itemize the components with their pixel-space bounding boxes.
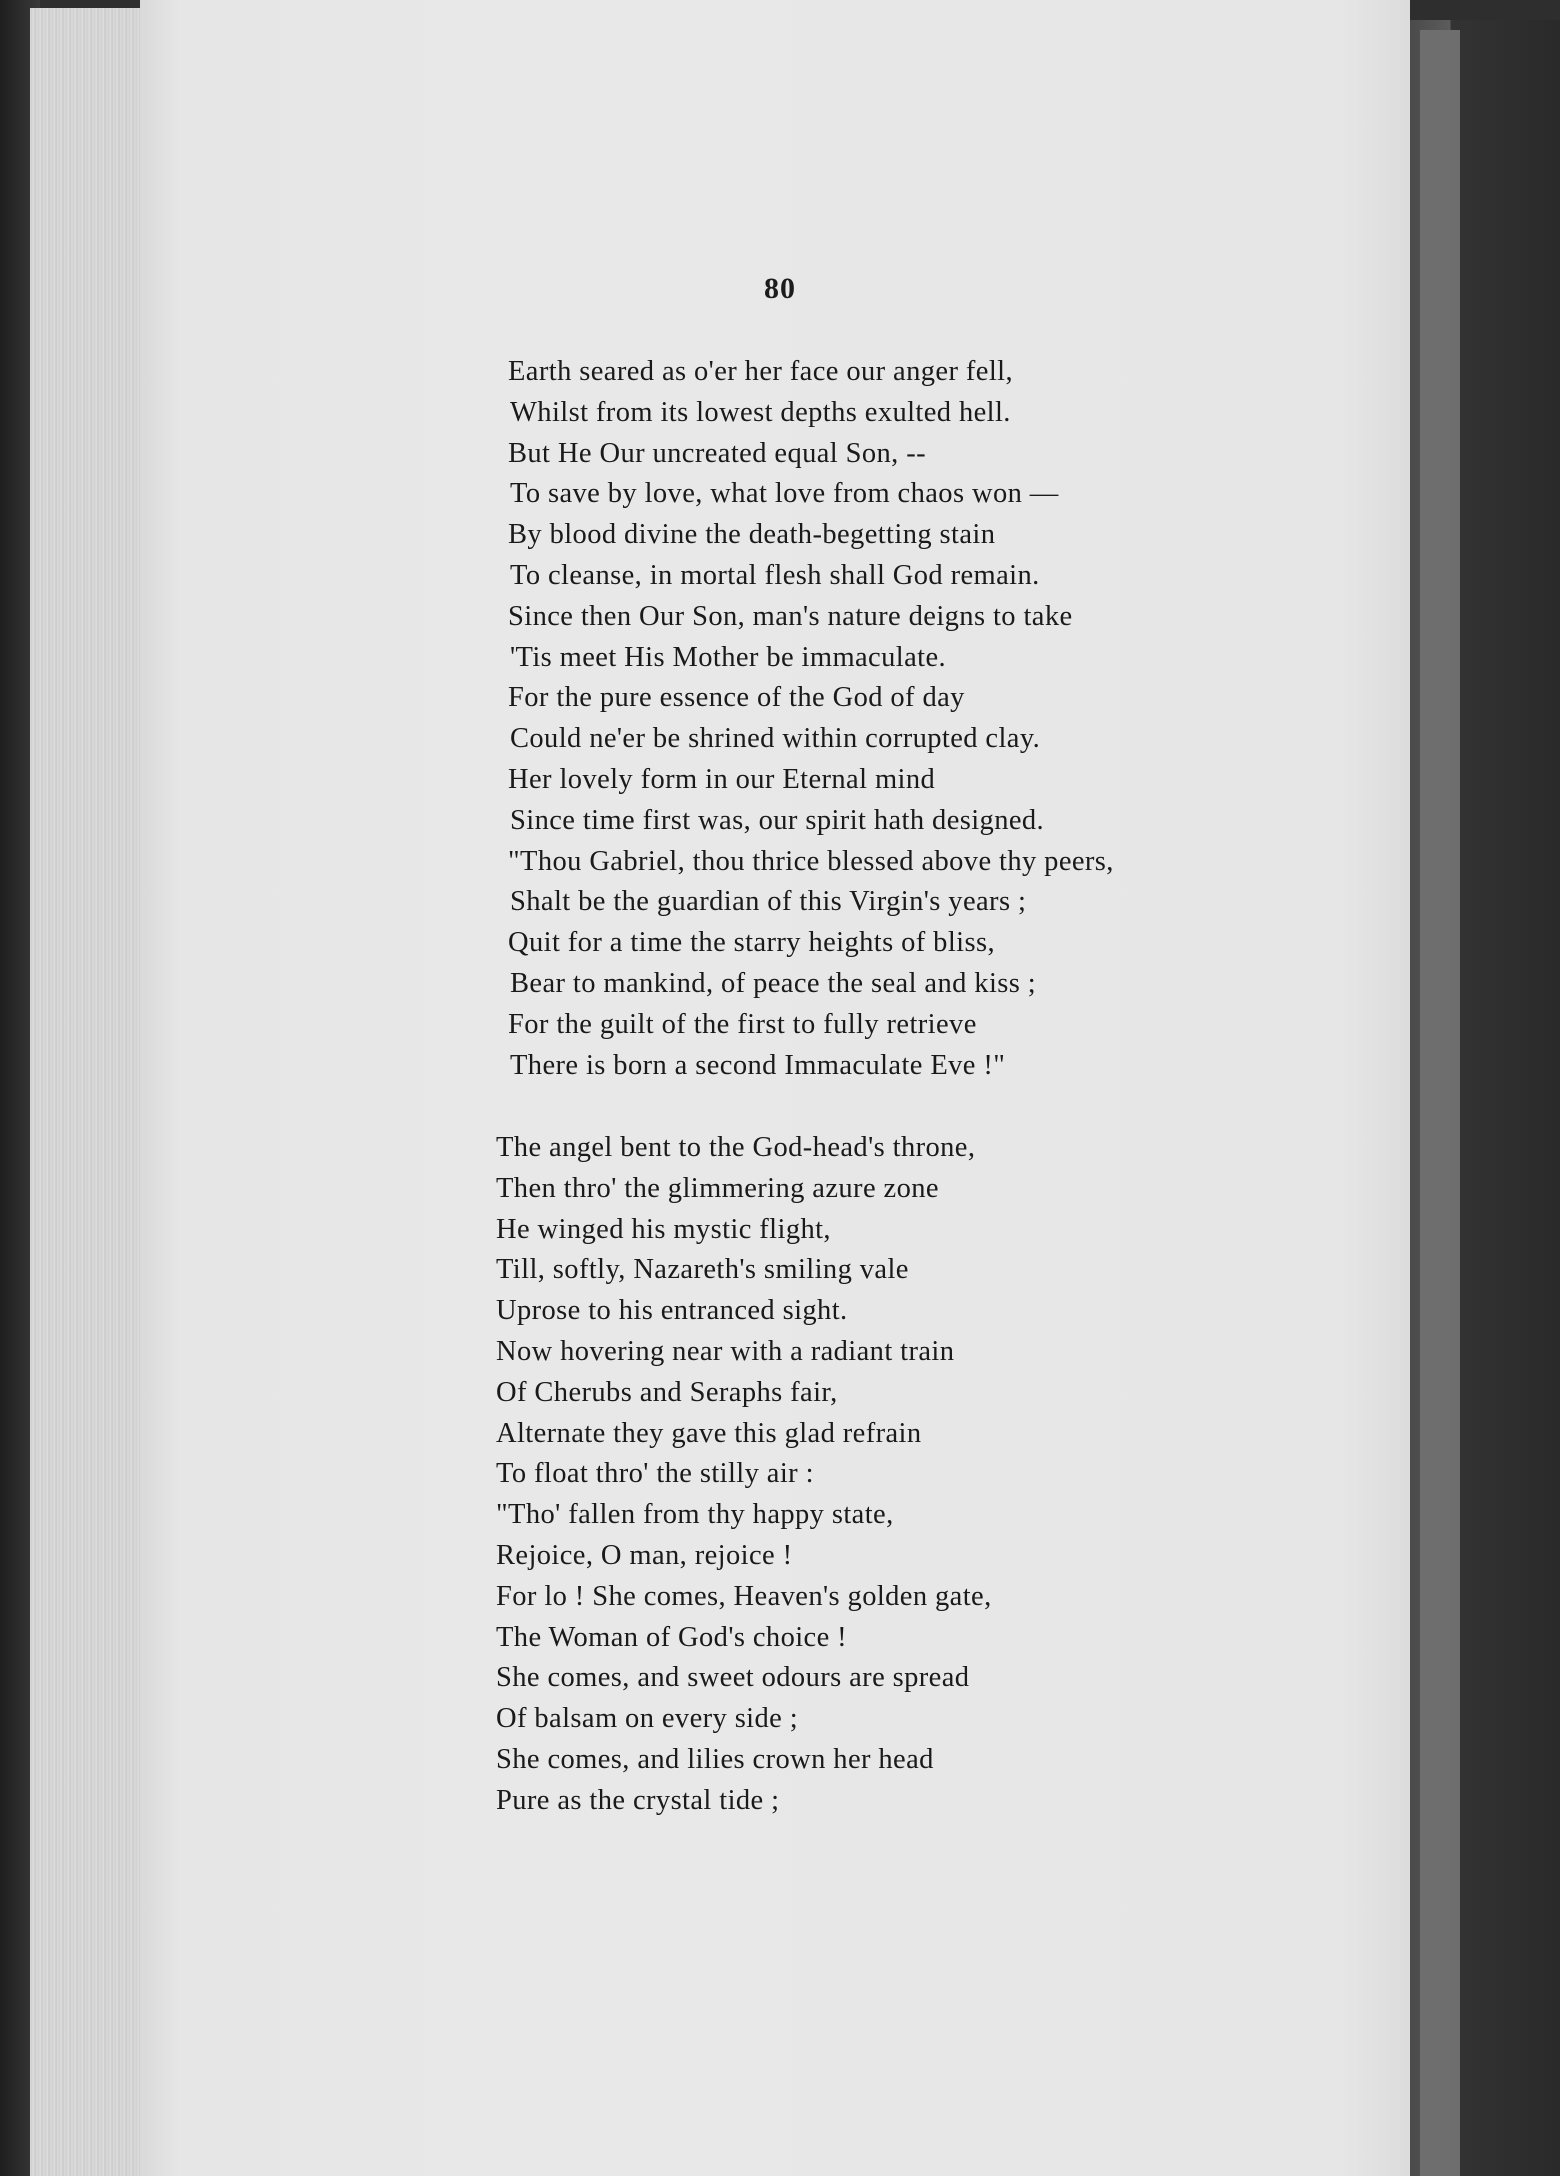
stanza-2 [496,1128,1276,1822]
page-number: 80 [764,272,796,305]
verse-line: Of balsam on every side ; [496,1703,799,1735]
verse-line: He winged his mystic flight, [496,1213,831,1245]
verse-line: Now hovering near with a radiant train [496,1335,955,1367]
verse-line: She comes, and sweet odours are spread [496,1662,970,1694]
verse-line: Her lovely form in our Eternal mind [508,763,936,795]
verse-line: The Woman of God's choice ! [496,1621,848,1653]
verse-line: Alternate they gave this glad refrain [496,1417,922,1449]
verse-line: Earth seared as o'er her face our anger fell, [508,356,1013,387]
verse-line: Pure as the crystal tide ; [496,1784,780,1816]
stanza-1 [496,352,1276,1086]
verse-line: "Tho' fallen from thy happy state, [496,1499,894,1531]
verse-line: Since time first was, our spirit hath designed. [510,804,1045,836]
verse-line: Then thro' the glimmering azure zone [496,1172,939,1204]
verse-line: Since then Our Son, man's nature deigns to take [508,600,1073,632]
verse-line: Bear to mankind, of peace the seal and kiss ; [510,967,1037,999]
verse-line: Till, softly, Nazareth's smiling vale [496,1254,909,1286]
right-backing-board-edge [1420,30,1460,2176]
verse-line: To cleanse, in mortal flesh shall God remain. [510,559,1040,591]
verse-line: Could ne'er be shrined within corrupted clay. [510,723,1041,755]
book-page-edges [30,8,150,2176]
verse-line: Rejoice, O man, rejoice ! [496,1539,793,1571]
verse-line: Of Cherubs and Seraphs fair, [496,1376,838,1408]
verse-line: To float thro' the stilly air : [496,1458,814,1490]
verse-line: By blood divine the death-begetting stain [508,519,996,551]
verse-line: Uprose to his entranced sight. [496,1295,848,1327]
verse-line: 'Tis meet His Mother be immaculate. [510,641,947,673]
verse-line: For lo ! She comes, Heaven's golden gate, [496,1580,992,1612]
verse-line: But He Our uncreated equal Son, -- [508,437,927,469]
verse-line: There is born a second Immaculate Eve !" [510,1049,1006,1081]
verse-line: The angel bent to the God-head's throne, [496,1132,976,1163]
verse-line: For the guilt of the first to fully retrieve [508,1008,977,1040]
verse-line: "Thou Gabriel, thou thrice blessed above thy peers, [508,845,1114,877]
verse-line: For the pure essence of the God of day [508,682,965,714]
verse-line: She comes, and lilies crown her head [496,1743,934,1775]
verse-line: Quit for a time the starry heights of bliss, [508,927,995,959]
book-page [140,0,1410,2176]
verse-line: To save by love, what love from chaos won — [510,478,1059,510]
verse-line: Shalt be the guardian of this Virgin's years ; [510,886,1027,918]
verse-line: Whilst from its lowest depths exulted hell. [510,396,1011,428]
